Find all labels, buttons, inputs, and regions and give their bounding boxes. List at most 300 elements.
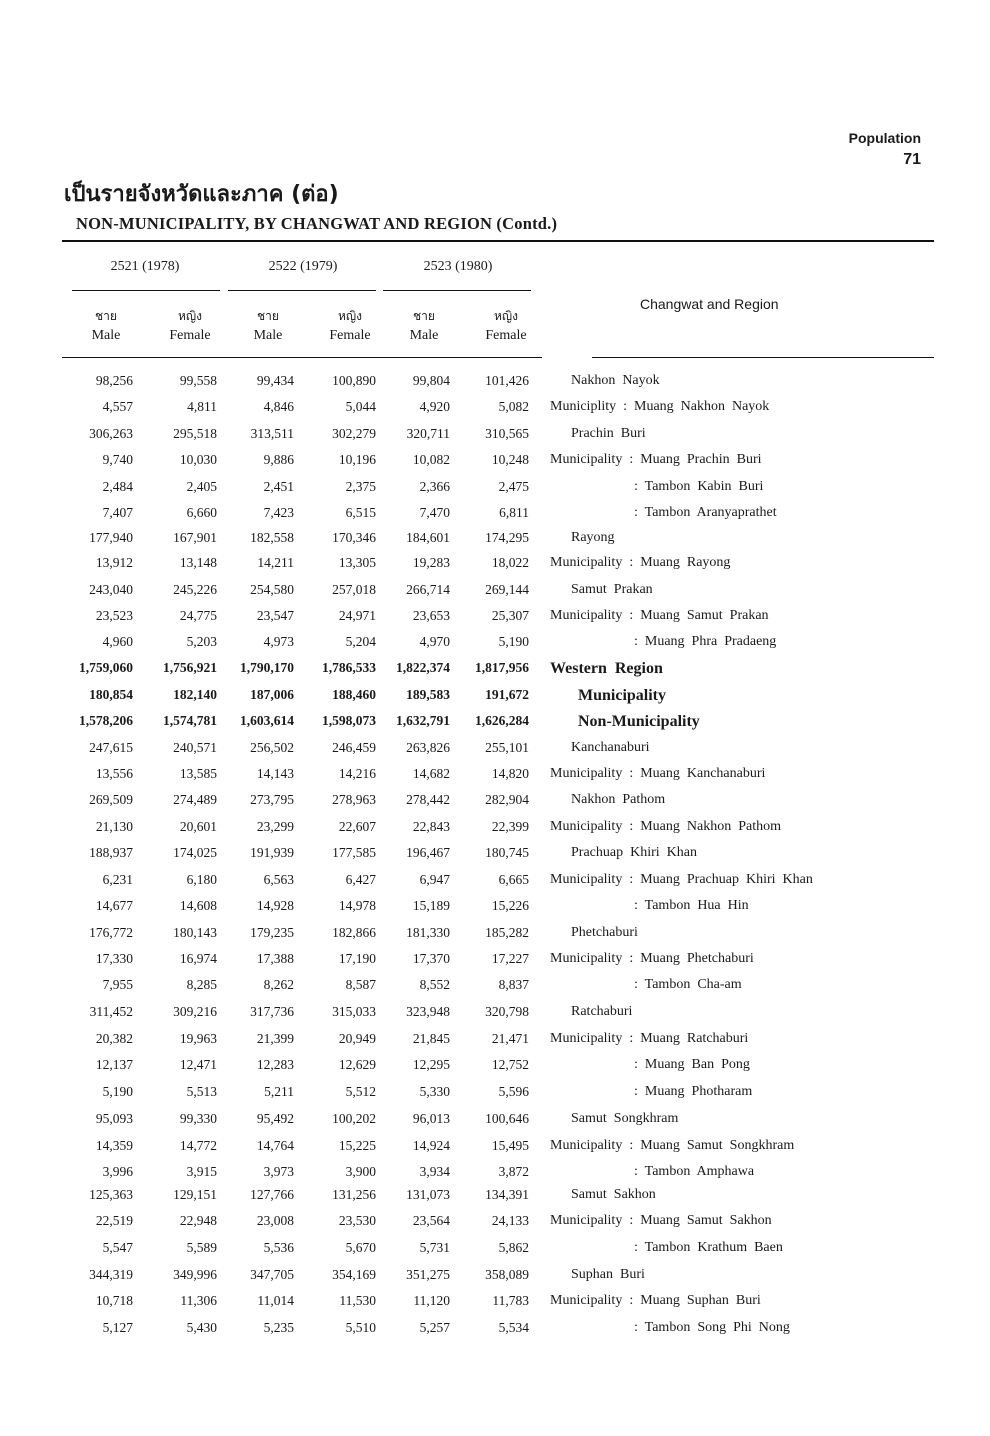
male-value-cell: 187,006: [250, 687, 294, 702]
female-value-cell: 22,948: [179, 1213, 217, 1228]
female-value-cell: 255,101: [485, 740, 529, 755]
table-row: [0, 608, 990, 630]
female-value-cell: 310,565: [485, 426, 529, 441]
male-value-cell: 6,231: [102, 872, 133, 887]
year-rule-3: [383, 290, 531, 291]
female-value-cell: 349,996: [173, 1267, 217, 1282]
female-value-cell: 14,820: [491, 766, 529, 781]
male-value-cell: 4,557: [102, 399, 133, 414]
female-value-cell: 14,216: [338, 766, 376, 781]
male-value-cell: 5,536: [263, 1240, 294, 1255]
male-value-cell: 177,940: [89, 530, 133, 545]
table-row: [0, 1213, 990, 1235]
table-row: [0, 1293, 990, 1315]
female-value-cell: 6,515: [345, 505, 376, 520]
female-value-cell: 1,786,533: [322, 660, 376, 675]
male-value-cell: 1,603,614: [240, 713, 294, 728]
male-value-cell: 17,330: [95, 951, 133, 966]
column-header-thai: หญิง: [178, 309, 202, 323]
table-row: [0, 740, 990, 762]
male-value-cell: 4,970: [419, 634, 450, 649]
male-value-cell: 266,714: [406, 582, 450, 597]
changwat-label: : Tambon Aranyaprathet: [550, 505, 777, 520]
table-row: [0, 399, 990, 421]
female-value-cell: 13,148: [179, 555, 217, 570]
male-value-cell: 2,484: [102, 479, 133, 494]
female-column-header: [466, 306, 546, 346]
section-label: Population: [848, 130, 921, 146]
female-value-cell: 1,756,921: [163, 660, 217, 675]
male-value-cell: 14,677: [95, 898, 133, 913]
male-value-cell: 17,370: [412, 951, 450, 966]
table-row: [0, 1164, 990, 1186]
changwat-label: : Tambon Amphawa: [550, 1164, 755, 1179]
female-value-cell: 17,190: [338, 951, 376, 966]
female-value-cell: 134,391: [485, 1187, 529, 1202]
male-value-cell: 3,996: [102, 1164, 133, 1179]
changwat-label: Samut Prakan: [550, 582, 653, 597]
changwat-label: Suphan Buri: [550, 1267, 645, 1282]
changwat-label: : Muang Photharam: [550, 1084, 753, 1099]
female-value-cell: 5,430: [186, 1320, 217, 1335]
male-value-cell: 12,295: [412, 1057, 450, 1072]
female-value-cell: 5,670: [345, 1240, 376, 1255]
female-value-cell: 24,971: [338, 608, 376, 623]
male-value-cell: 22,519: [95, 1213, 133, 1228]
female-value-cell: 245,226: [173, 582, 217, 597]
male-value-cell: 5,235: [263, 1320, 294, 1335]
table-row: [0, 1057, 990, 1079]
female-value-cell: 269,144: [485, 582, 529, 597]
year-rule-1: [72, 290, 220, 291]
male-value-cell: 23,653: [412, 608, 450, 623]
female-value-cell: 3,915: [186, 1164, 217, 1179]
female-value-cell: 354,169: [332, 1267, 376, 1282]
changwat-label: : Muang Ban Pong: [550, 1057, 750, 1072]
female-value-cell: 15,495: [491, 1138, 529, 1153]
table-row: [0, 687, 990, 709]
male-value-cell: 17,388: [256, 951, 294, 966]
table-row: [0, 505, 990, 527]
female-value-cell: 5,862: [498, 1240, 529, 1255]
male-value-cell: 23,299: [256, 819, 294, 834]
female-value-cell: 5,510: [345, 1320, 376, 1335]
female-value-cell: 25,307: [491, 608, 529, 623]
male-value-cell: 14,143: [256, 766, 294, 781]
male-value-cell: 12,283: [256, 1057, 294, 1072]
male-value-cell: 10,718: [95, 1293, 133, 1308]
female-value-cell: 11,306: [180, 1293, 217, 1308]
male-value-cell: 278,442: [406, 792, 450, 807]
changwat-label: : Tambon Hua Hin: [550, 898, 749, 913]
male-value-cell: 14,928: [256, 898, 294, 913]
year-header-2522: 2522 (1979): [268, 259, 338, 274]
male-value-cell: 6,563: [263, 872, 294, 887]
male-value-cell: 256,502: [250, 740, 294, 755]
female-value-cell: 185,282: [485, 925, 529, 940]
male-value-cell: 269,509: [89, 792, 133, 807]
male-value-cell: 5,190: [102, 1084, 133, 1099]
female-value-cell: 4,811: [187, 399, 217, 414]
male-value-cell: 7,470: [419, 505, 450, 520]
female-value-cell: 3,872: [498, 1164, 529, 1179]
table-row: [0, 426, 990, 448]
female-value-cell: 12,752: [491, 1057, 529, 1072]
female-value-cell: 10,030: [179, 452, 217, 467]
female-value-cell: 170,346: [332, 530, 376, 545]
female-value-cell: 24,775: [179, 608, 217, 623]
changwat-label: Municipality: [550, 687, 667, 704]
table-row: [0, 898, 990, 920]
female-value-cell: 282,904: [485, 792, 529, 807]
changwat-label: Municipality : Muang Phetchaburi: [550, 951, 754, 966]
female-value-cell: 5,596: [498, 1084, 529, 1099]
male-value-cell: 313,511: [250, 426, 294, 441]
male-value-cell: 15,189: [412, 898, 450, 913]
changwat-label: Municipality : Muang Samut Songkhram: [550, 1138, 795, 1153]
table-row: [0, 1267, 990, 1289]
male-value-cell: 2,366: [419, 479, 450, 494]
male-value-cell: 4,960: [102, 634, 133, 649]
female-value-cell: 22,399: [491, 819, 529, 834]
male-value-cell: 1,578,206: [79, 713, 133, 728]
male-value-cell: 4,920: [419, 399, 450, 414]
female-value-cell: 5,534: [498, 1320, 529, 1335]
female-value-cell: 167,901: [173, 530, 217, 545]
header-bottom-rule-right: [592, 357, 934, 358]
female-value-cell: 278,963: [332, 792, 376, 807]
male-value-cell: 21,130: [95, 819, 133, 834]
male-value-cell: 5,330: [419, 1084, 450, 1099]
male-value-cell: 11,014: [257, 1293, 294, 1308]
changwat-label: Kanchanaburi: [550, 740, 650, 755]
female-value-cell: 240,571: [173, 740, 217, 755]
column-header-english: Male: [409, 328, 439, 343]
table-row: [0, 1187, 990, 1209]
male-value-cell: 176,772: [89, 925, 133, 940]
male-value-cell: 13,556: [95, 766, 133, 781]
female-value-cell: 5,082: [498, 399, 529, 414]
male-value-cell: 344,319: [89, 1267, 133, 1282]
female-value-cell: 10,248: [491, 452, 529, 467]
male-value-cell: 14,211: [257, 555, 294, 570]
changwat-label: Municipality : Muang Suphan Buri: [550, 1293, 761, 1308]
male-value-cell: 5,731: [419, 1240, 450, 1255]
changwat-label: Nakhon Nayok: [550, 373, 660, 388]
female-value-cell: 320,798: [485, 1004, 529, 1019]
female-value-cell: 2,405: [186, 479, 217, 494]
male-value-cell: 311,452: [89, 1004, 133, 1019]
changwat-label: Municipality : Muang Prachuap Khiri Khan: [550, 872, 813, 887]
female-value-cell: 315,033: [332, 1004, 376, 1019]
female-value-cell: 15,226: [491, 898, 529, 913]
male-value-cell: 98,256: [95, 373, 133, 388]
changwat-label: Western Region: [550, 660, 663, 677]
table-row: [0, 713, 990, 735]
female-value-cell: 5,044: [345, 399, 376, 414]
male-value-cell: 9,886: [263, 452, 294, 467]
female-value-cell: 3,900: [345, 1164, 376, 1179]
female-value-cell: 18,022: [491, 555, 529, 570]
changwat-label: Prachin Buri: [550, 426, 646, 441]
female-value-cell: 19,963: [179, 1031, 217, 1046]
female-value-cell: 2,475: [498, 479, 529, 494]
female-value-cell: 11,530: [339, 1293, 376, 1308]
female-value-cell: 16,974: [179, 951, 217, 966]
male-value-cell: 2,451: [263, 479, 294, 494]
male-column-header: [228, 306, 308, 346]
female-value-cell: 295,518: [173, 426, 217, 441]
column-header-thai: หญิง: [338, 309, 362, 323]
female-value-cell: 21,471: [491, 1031, 529, 1046]
male-value-cell: 5,127: [102, 1320, 133, 1335]
female-value-cell: 8,587: [345, 977, 376, 992]
female-value-cell: 5,203: [186, 634, 217, 649]
female-value-cell: 5,513: [186, 1084, 217, 1099]
female-value-cell: 1,626,284: [475, 713, 529, 728]
female-value-cell: 8,285: [186, 977, 217, 992]
male-value-cell: 1,822,374: [396, 660, 450, 675]
changwat-label: Municipality : Muang Samut Prakan: [550, 608, 769, 623]
changwat-label: Nakhon Pathom: [550, 792, 666, 807]
male-value-cell: 23,564: [412, 1213, 450, 1228]
changwat-label: Municipality : Muang Kanchanaburi: [550, 766, 766, 781]
male-value-cell: 95,492: [256, 1111, 294, 1126]
header-bottom-rule-left: [62, 357, 542, 358]
female-value-cell: 5,190: [498, 634, 529, 649]
female-value-cell: 182,140: [173, 687, 217, 702]
female-value-cell: 180,143: [173, 925, 217, 940]
female-value-cell: 246,459: [332, 740, 376, 755]
female-value-cell: 100,202: [332, 1111, 376, 1126]
male-value-cell: 14,682: [412, 766, 450, 781]
male-value-cell: 5,547: [102, 1240, 133, 1255]
table-row: [0, 977, 990, 999]
changwat-label: Phetchaburi: [550, 925, 638, 940]
male-value-cell: 323,948: [406, 1004, 450, 1019]
male-value-cell: 19,283: [412, 555, 450, 570]
female-value-cell: 309,216: [173, 1004, 217, 1019]
male-value-cell: 5,211: [264, 1084, 294, 1099]
table-row: [0, 766, 990, 788]
male-value-cell: 96,013: [412, 1111, 450, 1126]
male-value-cell: 7,955: [102, 977, 133, 992]
female-value-cell: 14,608: [179, 898, 217, 913]
male-value-cell: 7,423: [263, 505, 294, 520]
male-value-cell: 188,937: [89, 845, 133, 860]
male-value-cell: 10,082: [412, 452, 450, 467]
female-value-cell: 131,256: [332, 1187, 376, 1202]
table-row: [0, 1031, 990, 1053]
column-header-english: Male: [253, 328, 283, 343]
changwat-label: : Tambon Cha-am: [550, 977, 742, 992]
male-value-cell: 7,407: [102, 505, 133, 520]
male-value-cell: 347,705: [250, 1267, 294, 1282]
male-value-cell: 4,973: [263, 634, 294, 649]
title-english: NON-MUNICIPALITY, BY CHANGWAT AND REGION (Contd.): [76, 214, 558, 233]
table-row: [0, 872, 990, 894]
female-value-cell: 6,811: [499, 505, 529, 520]
male-value-cell: 22,843: [412, 819, 450, 834]
changwat-label: Rayong: [550, 530, 615, 545]
table-row: [0, 1138, 990, 1160]
male-column-header: [66, 306, 146, 346]
female-value-cell: 24,133: [491, 1213, 529, 1228]
male-value-cell: 320,711: [406, 426, 450, 441]
female-value-cell: 180,745: [485, 845, 529, 860]
female-column-header: [310, 306, 390, 346]
column-header-thai: ชาย: [257, 309, 279, 323]
male-value-cell: 189,583: [406, 687, 450, 702]
female-value-cell: 17,227: [491, 951, 529, 966]
male-value-cell: 191,939: [250, 845, 294, 860]
changwat-label: : Tambon Krathum Baen: [550, 1240, 783, 1255]
female-value-cell: 20,949: [338, 1031, 376, 1046]
changwat-label: Samut Songkhram: [550, 1111, 679, 1126]
male-value-cell: 99,804: [412, 373, 450, 388]
female-value-cell: 6,427: [345, 872, 376, 887]
female-value-cell: 257,018: [332, 582, 376, 597]
male-value-cell: 127,766: [250, 1187, 294, 1202]
changwat-label: Samut Sakhon: [550, 1187, 656, 1202]
column-header-english: Male: [91, 328, 121, 343]
table-row: [0, 1111, 990, 1133]
male-value-cell: 8,262: [263, 977, 294, 992]
changwat-label: Ratchaburi: [550, 1004, 633, 1019]
changwat-label: Non-Municipality: [550, 713, 700, 730]
column-header-thai: ชาย: [413, 309, 435, 323]
column-header-english: Female: [485, 328, 527, 343]
table-row: [0, 530, 990, 552]
male-value-cell: 23,547: [256, 608, 294, 623]
male-value-cell: 1,632,791: [396, 713, 450, 728]
female-value-cell: 6,665: [498, 872, 529, 887]
male-value-cell: 95,093: [95, 1111, 133, 1126]
female-value-cell: 10,196: [338, 452, 376, 467]
table-row: [0, 660, 990, 682]
female-value-cell: 6,180: [186, 872, 217, 887]
female-value-cell: 23,530: [338, 1213, 376, 1228]
female-value-cell: 302,279: [332, 426, 376, 441]
female-value-cell: 1,598,073: [322, 713, 376, 728]
table-row: [0, 479, 990, 501]
year-rule-2: [228, 290, 376, 291]
male-value-cell: 1,790,170: [240, 660, 294, 675]
table-row: [0, 951, 990, 973]
page-number: 71: [903, 151, 921, 168]
female-value-cell: 174,025: [173, 845, 217, 860]
male-value-cell: 131,073: [406, 1187, 450, 1202]
male-value-cell: 3,934: [419, 1164, 450, 1179]
male-value-cell: 181,330: [406, 925, 450, 940]
male-value-cell: 14,764: [256, 1138, 294, 1153]
column-header-thai: หญิง: [494, 309, 518, 323]
female-value-cell: 188,460: [332, 687, 376, 702]
male-value-cell: 179,235: [250, 925, 294, 940]
changwat-label: : Tambon Song Phi Nong: [550, 1320, 790, 1335]
table-row: [0, 845, 990, 867]
changwat-label: : Muang Phra Pradaeng: [550, 634, 777, 649]
table-row: [0, 1320, 990, 1342]
table-row: [0, 792, 990, 814]
female-value-cell: 11,783: [492, 1293, 529, 1308]
female-value-cell: 100,646: [485, 1111, 529, 1126]
female-value-cell: 8,837: [498, 977, 529, 992]
changwat-label: Municipality : Muang Samut Sakhon: [550, 1213, 772, 1228]
title-thai: เป็นรายจังหวัดและภาค (ต่อ): [64, 182, 339, 207]
female-value-cell: 6,660: [186, 505, 217, 520]
female-value-cell: 358,089: [485, 1267, 529, 1282]
female-value-cell: 20,601: [179, 819, 217, 834]
female-column-header: [150, 306, 230, 346]
male-value-cell: 13,912: [95, 555, 133, 570]
male-value-cell: 351,275: [406, 1267, 450, 1282]
male-value-cell: 243,040: [89, 582, 133, 597]
female-value-cell: 1,817,956: [475, 660, 529, 675]
male-value-cell: 254,580: [250, 582, 294, 597]
table-row: [0, 634, 990, 656]
year-header-2521: 2521 (1978): [110, 259, 180, 274]
changwat-label: : Tambon Kabin Buri: [550, 479, 764, 494]
female-value-cell: 22,607: [338, 819, 376, 834]
female-value-cell: 174,295: [485, 530, 529, 545]
female-value-cell: 13,305: [338, 555, 376, 570]
female-value-cell: 1,574,781: [163, 713, 217, 728]
male-value-cell: 317,736: [250, 1004, 294, 1019]
table-row: [0, 373, 990, 395]
female-value-cell: 12,629: [338, 1057, 376, 1072]
male-value-cell: 9,740: [102, 452, 133, 467]
male-value-cell: 306,263: [89, 426, 133, 441]
table-row: [0, 1240, 990, 1262]
male-value-cell: 273,795: [250, 792, 294, 807]
female-value-cell: 5,512: [345, 1084, 376, 1099]
table-row: [0, 1004, 990, 1026]
female-value-cell: 15,225: [338, 1138, 376, 1153]
male-value-cell: 14,924: [412, 1138, 450, 1153]
male-value-cell: 23,008: [256, 1213, 294, 1228]
male-value-cell: 182,558: [250, 530, 294, 545]
female-value-cell: 14,978: [338, 898, 376, 913]
male-column-header: [384, 306, 464, 346]
table-row: [0, 925, 990, 947]
changwat-label: Municipality : Muang Ratchaburi: [550, 1031, 749, 1046]
male-value-cell: 23,523: [95, 608, 133, 623]
male-value-cell: 196,467: [406, 845, 450, 860]
male-value-cell: 263,826: [406, 740, 450, 755]
table-row: [0, 452, 990, 474]
male-value-cell: 11,120: [413, 1293, 450, 1308]
male-value-cell: 3,973: [263, 1164, 294, 1179]
male-value-cell: 21,399: [256, 1031, 294, 1046]
table-row: [0, 582, 990, 604]
female-value-cell: 12,471: [179, 1057, 217, 1072]
column-header-english: Female: [169, 328, 211, 343]
year-header-2523: 2523 (1980): [423, 259, 493, 274]
changwat-label: Municipality : Muang Prachin Buri: [550, 452, 762, 467]
female-value-cell: 5,589: [186, 1240, 217, 1255]
male-value-cell: 21,845: [412, 1031, 450, 1046]
top-rule: [62, 240, 934, 242]
table-row: [0, 555, 990, 577]
female-value-cell: 191,672: [485, 687, 529, 702]
female-value-cell: 129,151: [173, 1187, 217, 1202]
changwat-label: Municipality : Muang Nakhon Pathom: [550, 819, 781, 834]
column-header-english: Female: [329, 328, 371, 343]
female-value-cell: 13,585: [179, 766, 217, 781]
male-value-cell: 8,552: [419, 977, 450, 992]
male-value-cell: 180,854: [89, 687, 133, 702]
